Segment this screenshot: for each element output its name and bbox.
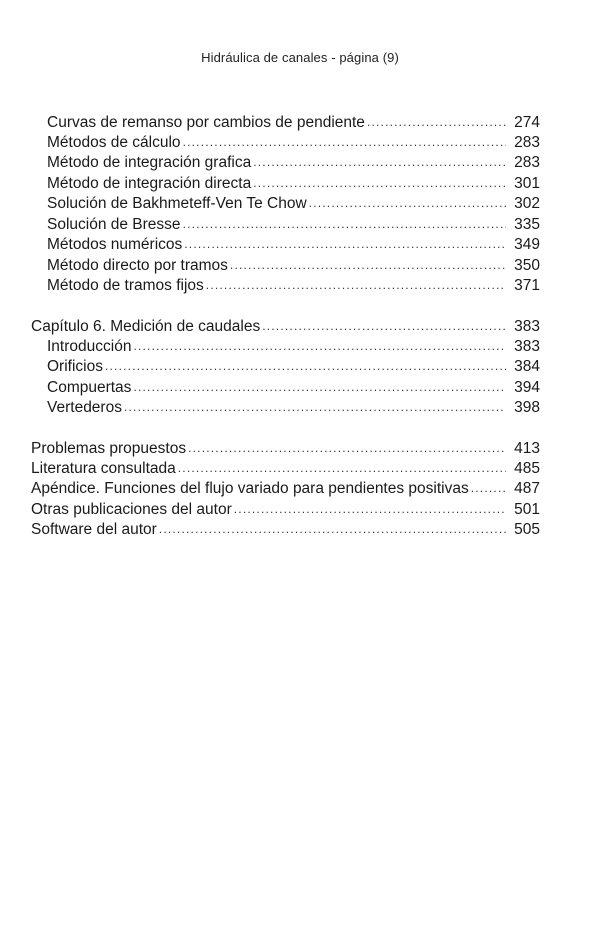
toc-entry[interactable]: [47, 235, 540, 255]
toc-leader-dots: [178, 458, 506, 478]
toc-entry-title: Solución de Bresse: [47, 216, 181, 233]
toc-entry[interactable]: [47, 357, 540, 377]
toc-entry-title: Curvas de remanso por cambios de pendiente: [47, 114, 365, 131]
toc-leader-dots: [234, 499, 506, 519]
toc-entry-title: Software del autor: [31, 521, 157, 538]
toc-entry-title: Apéndice. Funciones del flujo variado para pendientes positivas: [31, 480, 469, 497]
toc-entry-title: Métodos de cálculo: [47, 134, 181, 151]
toc-entry-title: Orificios: [47, 358, 103, 375]
toc-entry-page: 350: [514, 257, 540, 274]
toc-entry-title: Método directo por tramos: [47, 257, 228, 274]
toc-leader-dots: [184, 234, 506, 254]
toc-entry-title: Otras publicaciones del autor: [31, 501, 232, 518]
toc-entry[interactable]: [31, 439, 540, 459]
toc-entry-page: 501: [514, 501, 540, 518]
page-header: Hidráulica de canales - página (9): [201, 50, 399, 65]
toc-entry-title: Capítulo 6. Medición de caudales: [31, 318, 261, 335]
toc-entry-page: 485: [514, 460, 540, 477]
toc-leader-dots: [133, 336, 506, 356]
toc-entry-title: Método de tramos fijos: [47, 277, 204, 294]
toc-entry[interactable]: [31, 459, 540, 479]
toc-entry-page: 335: [514, 216, 540, 233]
toc-entry[interactable]: [47, 256, 540, 276]
toc-entry-page: 349: [514, 236, 540, 253]
toc-entry-page: 302: [514, 195, 540, 212]
toc-entry-title: Solución de Bakhmeteff-Ven Te Chow: [47, 195, 307, 212]
toc-entry-page: 398: [514, 399, 540, 416]
toc-entry-title: Literatura consultada: [31, 460, 176, 477]
toc-entry-title: Problemas propuestos: [31, 440, 187, 457]
toc-entry-page: 383: [514, 338, 540, 355]
toc-leader-dots: [159, 519, 506, 539]
toc-entry[interactable]: [31, 520, 540, 540]
toc-leader-dots: [206, 275, 506, 295]
toc-chapter-heading[interactable]: [31, 317, 540, 337]
toc-leader-dots: [262, 316, 506, 336]
toc-entry-page: 487: [514, 480, 540, 497]
toc-entry-page: 283: [514, 154, 540, 171]
toc-entry-title: Método de integración directa: [47, 175, 252, 192]
toc-entry[interactable]: [31, 500, 540, 520]
toc-entry-page: 383: [514, 318, 540, 335]
toc-leader-dots: [188, 438, 506, 458]
toc-entry-page: 371: [514, 277, 540, 294]
toc-entry-title: Vertederos: [47, 399, 122, 416]
toc-leader-dots: [253, 152, 506, 172]
toc-leader-dots: [230, 255, 506, 275]
toc-entry[interactable]: [31, 479, 540, 499]
toc-entry-page: 301: [514, 175, 540, 192]
toc-entry[interactable]: [47, 194, 540, 214]
toc-entry-page: 413: [514, 440, 540, 457]
toc-entry-title: Método de integración grafica: [47, 154, 252, 171]
toc-entry[interactable]: [47, 113, 540, 133]
toc-leader-dots: [183, 132, 506, 152]
toc-leader-dots: [471, 478, 506, 498]
toc-leader-dots: [253, 173, 506, 193]
toc-leader-dots: [183, 214, 506, 234]
toc-entry[interactable]: [47, 153, 540, 173]
toc-entry[interactable]: [47, 378, 540, 398]
toc-entry[interactable]: [47, 337, 540, 357]
toc-leader-dots: [105, 356, 506, 376]
toc-leader-dots: [124, 397, 506, 417]
toc-entry-page: 274: [514, 114, 540, 131]
toc-entry[interactable]: [47, 276, 540, 296]
toc-entry-title: Métodos numéricos: [47, 236, 183, 253]
toc-entry-title: Introducción: [47, 338, 132, 355]
toc-entry-page: 384: [514, 358, 540, 375]
toc-entry[interactable]: [47, 215, 540, 235]
toc-entry[interactable]: [47, 133, 540, 153]
toc-entry[interactable]: [47, 174, 540, 194]
toc-entry-page: 394: [514, 379, 540, 396]
toc-leader-dots: [133, 377, 506, 397]
toc-leader-dots: [367, 112, 506, 132]
toc-entry-title: Compuertas: [47, 379, 132, 396]
toc-entry-page: 283: [514, 134, 540, 151]
toc-entry-page: 505: [514, 521, 540, 538]
toc-leader-dots: [309, 193, 506, 213]
toc-entry[interactable]: [47, 398, 540, 418]
